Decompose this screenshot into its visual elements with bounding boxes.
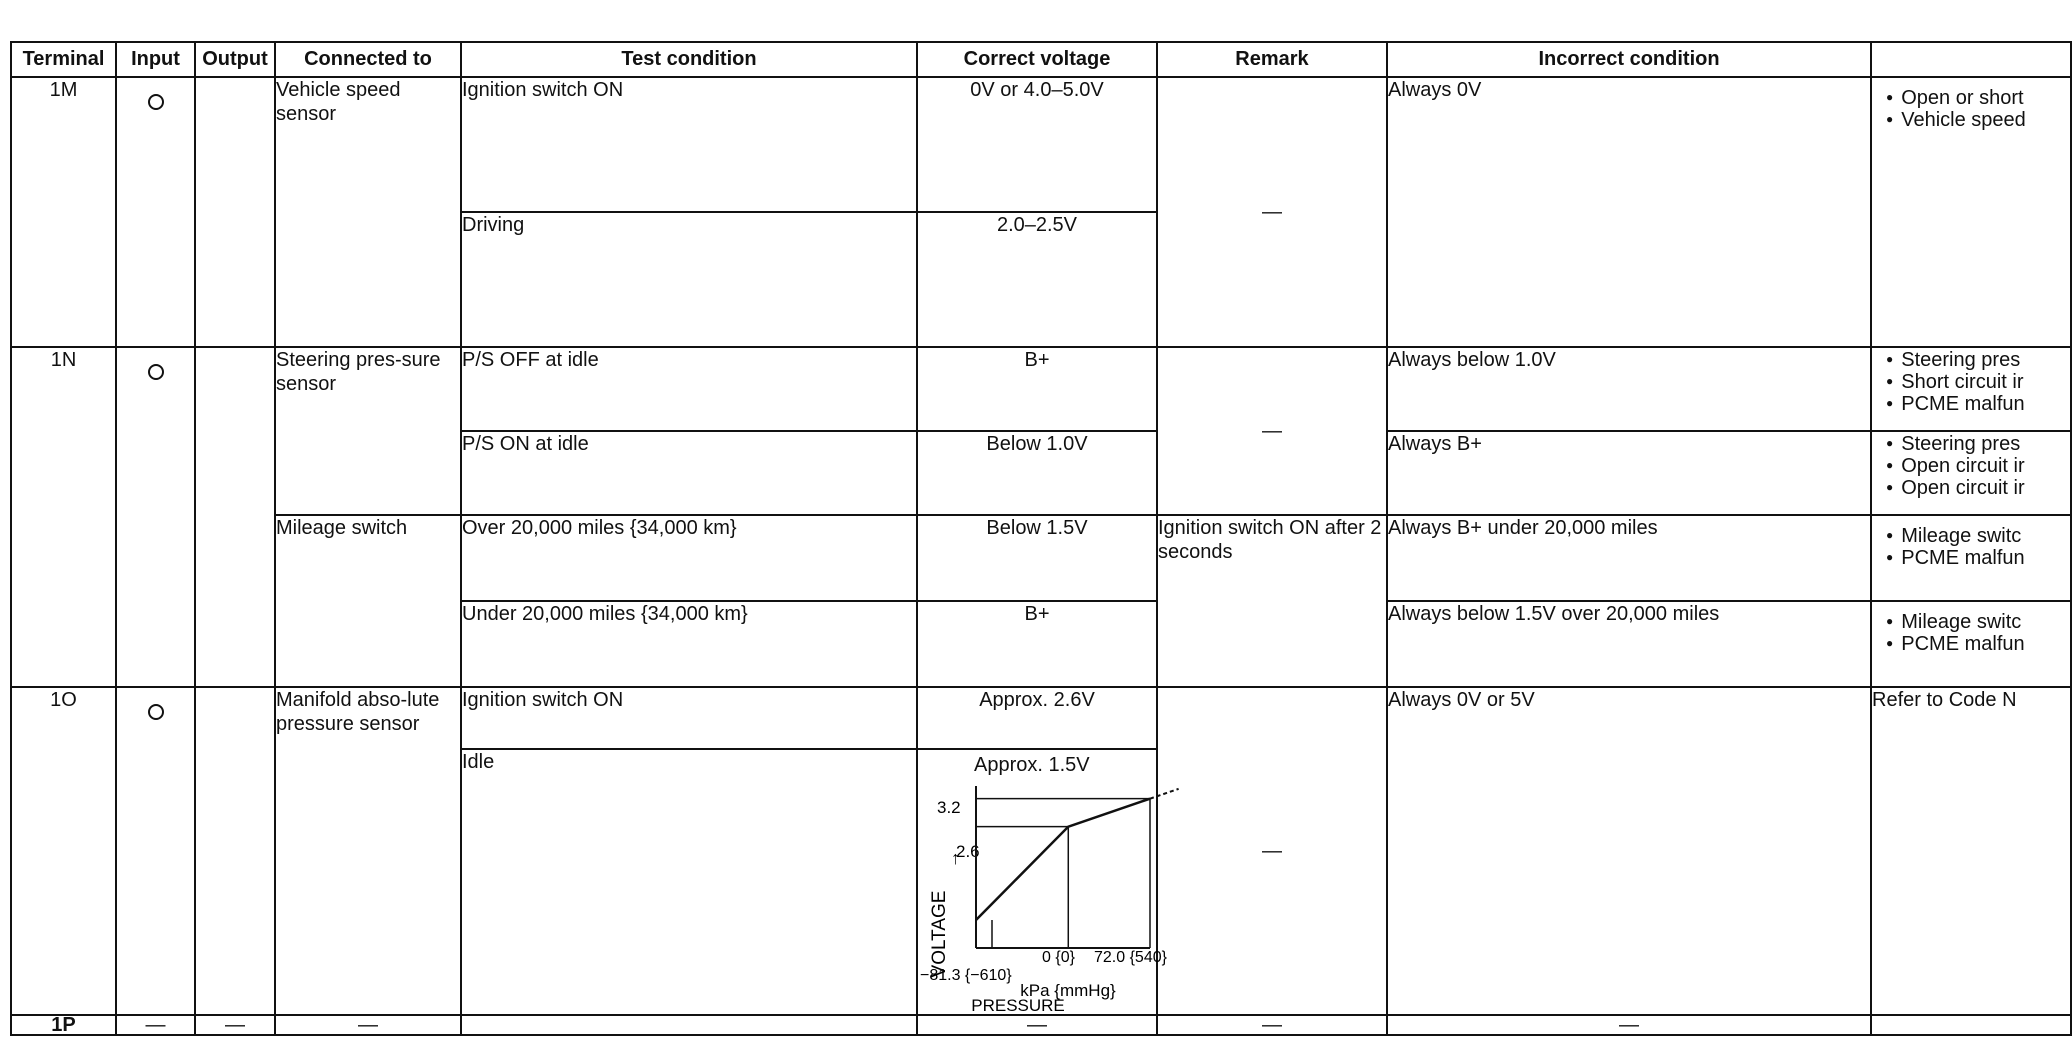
cause-item: ● Mileage switc <box>1886 612 2070 634</box>
connected-to-cell: Manifold abso-lute pressure sensor <box>275 687 461 1015</box>
input-cell <box>116 687 195 1015</box>
test-condition-cell: P/S ON at idle <box>461 431 917 515</box>
y-axis-arrow: ↑ <box>951 848 960 868</box>
connected-to-cell: Steering pres-sure sensor <box>275 347 461 515</box>
cause-list <box>1872 348 2070 416</box>
correct-voltage-label: Approx. 1.5V <box>974 754 1090 776</box>
x-axis-label: PRESSURE <box>971 996 1065 1015</box>
correct-voltage-cell: 0V or 4.0–5.0V <box>917 77 1157 212</box>
incorrect-condition-cell: — <box>1387 1015 1871 1035</box>
input-cell <box>116 77 195 347</box>
incorrect-condition-cell: Always below 1.5V over 20,000 miles <box>1387 601 1871 687</box>
possible-cause-cell <box>1871 515 2071 601</box>
header-possible-cause <box>1871 42 2071 77</box>
table-row <box>11 77 2071 212</box>
incorrect-condition-cell: Always below 1.0V <box>1387 347 1871 431</box>
terminal-voltage-table <box>10 41 2072 1036</box>
voltage-pressure-graph <box>918 750 1167 1015</box>
header-remark: Remark <box>1157 42 1387 77</box>
correct-voltage-cell: B+ <box>917 347 1157 431</box>
cause-item: ● Short circuit ir <box>1886 372 2070 394</box>
connected-to-cell: Vehicle speed sensor <box>275 77 461 347</box>
remark-cell: — <box>1157 1015 1387 1035</box>
input-cell: — <box>116 1015 195 1035</box>
cause-item: ● Open circuit ir <box>1886 456 2070 478</box>
cause-item: ● PCME malfun <box>1886 548 2070 570</box>
x-tick-label: −81.3 {−610} <box>920 967 1012 984</box>
correct-voltage-cell: — <box>917 1015 1157 1035</box>
cause-item: ● PCME malfun <box>1886 634 2070 656</box>
correct-voltage-cell: Below 1.0V <box>917 431 1157 515</box>
correct-voltage-cell: Below 1.5V <box>917 515 1157 601</box>
possible-cause-cell <box>1871 77 2071 347</box>
x-unit-label: kPa {mmHg} <box>1020 981 1116 1000</box>
possible-cause-cell <box>1871 431 2071 515</box>
connected-to-cell: Mileage switch <box>275 515 461 687</box>
x-tick-label: 0 {0} <box>1042 949 1075 966</box>
cause-list <box>1872 516 2070 570</box>
x-tick-label: 72.0 {540} <box>1094 949 1167 966</box>
output-cell <box>195 77 275 347</box>
input-circle-icon <box>148 94 164 110</box>
connected-to-cell: — <box>275 1015 461 1035</box>
remark-cell: Ignition switch ON after 2 seconds <box>1157 515 1387 687</box>
possible-cause-cell <box>1871 1015 2071 1035</box>
correct-voltage-cell: Approx. 2.6V <box>917 687 1157 749</box>
input-circle-icon <box>148 704 164 720</box>
remark-cell: — <box>1157 687 1387 1015</box>
header-correct-voltage: Correct voltage <box>917 42 1157 77</box>
test-condition-cell: Ignition switch ON <box>461 687 917 749</box>
terminal-cell: 1N <box>11 347 116 687</box>
test-condition-cell: Over 20,000 miles {34,000 km} <box>461 515 917 601</box>
incorrect-condition-cell: Always B+ under 20,000 miles <box>1387 515 1871 601</box>
terminal-cell: 1M <box>11 77 116 347</box>
table-row <box>11 515 2071 601</box>
test-condition-cell <box>461 1015 917 1035</box>
cause-item: ● Vehicle speed <box>1886 110 2070 132</box>
table-row <box>11 687 2071 749</box>
cause-item: ● Steering pres <box>1886 434 2070 456</box>
table-row <box>11 347 2071 431</box>
incorrect-condition-cell: Always 0V or 5V <box>1387 687 1871 1015</box>
output-cell <box>195 347 275 687</box>
test-condition-cell: Under 20,000 miles {34,000 km} <box>461 601 917 687</box>
test-condition-cell: P/S OFF at idle <box>461 347 917 431</box>
cause-item: ● Open or short <box>1886 88 2070 110</box>
cause-item: ● PCME malfun <box>1886 394 2070 416</box>
y-tick-label: 3.2 <box>937 798 961 817</box>
header-connected-to: Connected to <box>275 42 461 77</box>
possible-cause-cell: Refer to Code N <box>1871 687 2071 1015</box>
header-row <box>11 42 2071 77</box>
series-line <box>976 799 1150 920</box>
possible-cause-cell <box>1871 601 2071 687</box>
remark-cell: — <box>1157 77 1387 347</box>
cause-item: ● Mileage switc <box>1886 526 2070 548</box>
incorrect-condition-cell: Always 0V <box>1387 77 1871 347</box>
cause-list <box>1872 602 2070 656</box>
output-cell: — <box>195 1015 275 1035</box>
header-incorrect-condition: Incorrect condition <box>1387 42 1871 77</box>
test-condition-cell: Idle <box>461 749 917 1015</box>
header-test-condition: Test condition <box>461 42 917 77</box>
correct-voltage-graph-cell <box>917 749 1167 1015</box>
cause-item: ● Open circuit ir <box>1886 478 2070 500</box>
input-circle-icon <box>148 364 164 380</box>
header-output: Output <box>195 42 275 77</box>
table-row <box>11 1015 2071 1035</box>
y-tick-label: 2.6 <box>956 842 980 861</box>
terminal-cell: 1O <box>11 687 116 1015</box>
cause-list <box>1872 432 2070 500</box>
cause-item: ● Steering pres <box>1886 350 2070 372</box>
terminal-cell: 1P <box>11 1015 116 1035</box>
test-condition-cell: Driving <box>461 212 917 347</box>
y-axis-label: VOLTAGE <box>929 890 950 978</box>
possible-cause-cell <box>1871 347 2071 431</box>
correct-voltage-cell: B+ <box>917 601 1157 687</box>
header-input: Input <box>116 42 195 77</box>
cause-list <box>1872 78 2070 132</box>
incorrect-condition-cell: Always B+ <box>1387 431 1871 515</box>
remark-cell: — <box>1157 347 1387 515</box>
input-cell <box>116 347 195 687</box>
correct-voltage-cell: 2.0–2.5V <box>917 212 1157 347</box>
test-condition-cell: Ignition switch ON <box>461 77 917 212</box>
header-terminal: Terminal <box>11 42 116 77</box>
output-cell <box>195 687 275 1015</box>
